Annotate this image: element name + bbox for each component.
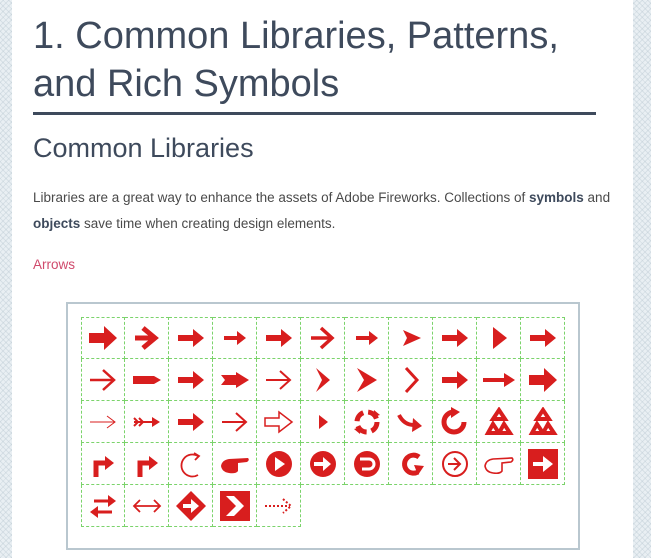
intro-text-1: Libraries are a great way to enhance the assets of Adobe Fireworks. Collections of: [33, 190, 530, 205]
arrow-notched-right-icon[interactable]: [213, 359, 257, 401]
intro-objects: objects: [33, 216, 81, 231]
intro-paragraph: [33, 185, 613, 237]
diamond-arrow-icon[interactable]: [169, 485, 213, 527]
circular-arrow-icon[interactable]: [433, 401, 477, 443]
arrow-chevron-right-icon[interactable]: [389, 317, 433, 359]
arrow-open-head-right-icon[interactable]: [301, 317, 345, 359]
content: [33, 0, 611, 274]
square-chevron-icon[interactable]: [213, 485, 257, 527]
arrow-turn-up-right-icon[interactable]: [81, 443, 125, 485]
arrow-outline-right-icon[interactable]: [257, 401, 301, 443]
arrow-fat-right-icon[interactable]: [521, 359, 565, 401]
arrow-line-right-icon[interactable]: [257, 359, 301, 401]
arrow-bold-right-icon[interactable]: [257, 317, 301, 359]
square-arrow-right-icon[interactable]: [521, 443, 565, 485]
arrow-double-horizontal-icon[interactable]: [125, 485, 169, 527]
chevron-right-icon[interactable]: [301, 359, 345, 401]
circle-play-icon[interactable]: [257, 443, 301, 485]
page-title: 1. Common Libraries, Patterns, and Rich Symbols: [33, 0, 596, 115]
arrow-fat-right-icon[interactable]: [81, 317, 125, 359]
arrow-bold-right-icon[interactable]: [433, 359, 477, 401]
arrow-hairline-right-icon[interactable]: [81, 401, 125, 443]
pointing-hand-icon[interactable]: [213, 443, 257, 485]
arrow-bold-right-icon[interactable]: [169, 401, 213, 443]
arrow-bold-right-icon[interactable]: [169, 317, 213, 359]
arrow-hook-icon[interactable]: [389, 443, 433, 485]
arrow-feathered-right-icon[interactable]: [125, 401, 169, 443]
chevron-thin-right-icon[interactable]: [389, 359, 433, 401]
arrow-bold-right-small-icon[interactable]: [213, 317, 257, 359]
triangle-small-right-icon[interactable]: [301, 401, 345, 443]
recycle-icon[interactable]: [477, 401, 521, 443]
arrow-dotted-right-icon[interactable]: [257, 485, 301, 527]
circle-u-turn-icon[interactable]: [345, 443, 389, 485]
arrows-exchange-icon[interactable]: [81, 485, 125, 527]
arrow-thin-right-icon[interactable]: [81, 359, 125, 401]
arrows-link[interactable]: Arrows: [33, 257, 76, 272]
arrow-curved-down-right-icon[interactable]: [389, 401, 433, 443]
pointing-hand-outline-icon[interactable]: [477, 443, 521, 485]
arrow-bold-right-icon[interactable]: [521, 317, 565, 359]
intro-text-2: and: [583, 190, 611, 205]
circle-outline-arrow-icon[interactable]: [433, 443, 477, 485]
empty-cell: [389, 485, 433, 527]
arrow-curve-ccw-icon[interactable]: [169, 443, 213, 485]
arrow-bold-right-icon[interactable]: [433, 317, 477, 359]
arrow-long-right-icon[interactable]: [477, 359, 521, 401]
triangle-right-icon[interactable]: [477, 317, 521, 359]
arrow-tapered-right-icon[interactable]: [125, 359, 169, 401]
empty-cell: [433, 485, 477, 527]
section-title: Common Libraries: [33, 133, 254, 163]
arrows-library-sheet: [66, 302, 580, 550]
arrow-bold-right-icon[interactable]: [169, 359, 213, 401]
arrow-chevron-head-right-icon[interactable]: [125, 317, 169, 359]
empty-cell: [345, 485, 389, 527]
arrows-grid: [81, 317, 565, 527]
intro-text-3: save time when creating design elements.: [80, 216, 336, 231]
empty-cell: [521, 485, 565, 527]
empty-cell: [301, 485, 345, 527]
circle-arrow-right-icon[interactable]: [301, 443, 345, 485]
intro-symbols: symbols: [529, 190, 584, 205]
arrow-bold-right-small-icon[interactable]: [345, 317, 389, 359]
page: [12, 0, 633, 558]
arrow-line-right-icon[interactable]: [213, 401, 257, 443]
empty-cell: [477, 485, 521, 527]
recycle-icon[interactable]: [521, 401, 565, 443]
circular-arrows-icon[interactable]: [345, 401, 389, 443]
chevron-large-right-icon[interactable]: [345, 359, 389, 401]
arrow-turn-up-right-icon[interactable]: [125, 443, 169, 485]
